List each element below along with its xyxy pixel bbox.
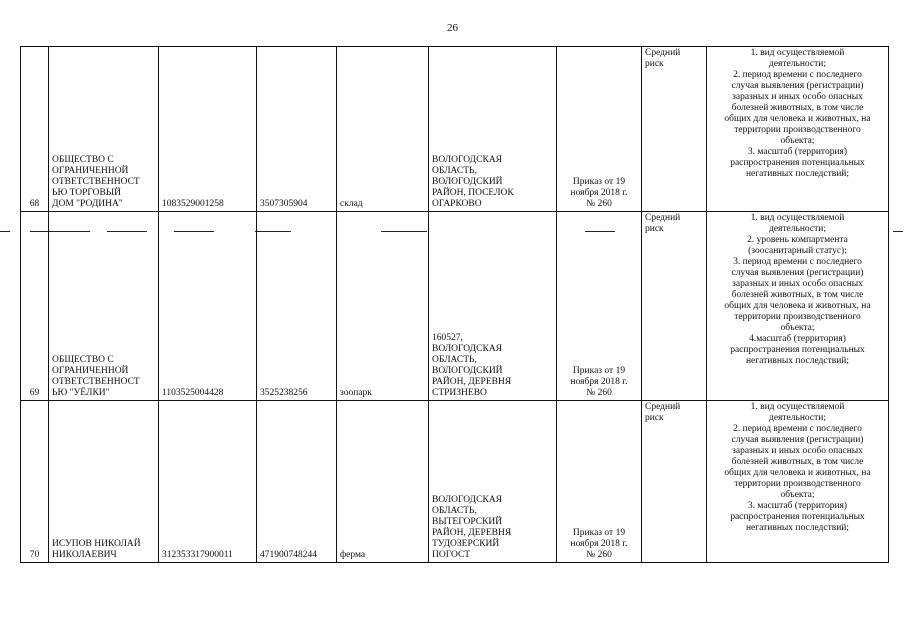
object-type-cell: склад (337, 47, 429, 212)
scan-dash-line (893, 231, 903, 232)
inn-cell: 3507305904 (257, 47, 337, 212)
registry-table (20, 46, 889, 563)
table-row (21, 401, 889, 563)
organization-name: ОБЩЕСТВО С ОГРАНИЧЕННОЙ ОТВЕТСТВЕННОСТ ЬЮ "УЁЛКИ" (49, 212, 159, 401)
row-number: 70 (21, 401, 49, 563)
object-type-cell: ферма (337, 401, 429, 563)
criteria-cell: 1. вид осуществляемой деятельности; 2. уровень компартмента (зоосанитарный статус); 3. период времени с последнего случая выявления (регистрации) заразных и иных особо опасных болезней животных, в том числе общих для человека и животных, на территории производственного объекта; 4.масштаб (территория) распространения потенциальных негативных последствий; (707, 212, 889, 401)
page-number: 26 (447, 22, 458, 34)
row-number: 68 (21, 47, 49, 212)
risk-category-cell: Средний риск (642, 47, 707, 212)
order-cell: Приказ от 19 ноября 2018 г. № 260 (557, 47, 642, 212)
criteria-cell: 1. вид осуществляемой деятельности; 2. период времени с последнего случая выявления (регистрации) заразных и иных особо опасных болезней животных, в том числе общих для человека и животных, на территории производственного объекта; 3. масштаб (территория) распространения потенциальных негативных последствий; (707, 47, 889, 212)
inn-cell: 471900748244 (257, 401, 337, 563)
address-cell: 160527, ВОЛОГОДСКАЯ ОБЛАСТЬ, ВОЛОГОДСКИЙ РАЙОН, ДЕРЕВНЯ СТРИЗНЕВО (429, 212, 557, 401)
inn-cell: 3525238256 (257, 212, 337, 401)
organization-name: ОБЩЕСТВО С ОГРАНИЧЕННОЙ ОТВЕТСТВЕННОСТ ЬЮ ТОРГОВЫЙ ДОМ "РОДИНА" (49, 47, 159, 212)
row-number: 69 (21, 212, 49, 401)
table-row (21, 212, 889, 401)
ogrn-cell: 1103525004428 (159, 212, 257, 401)
organization-name: ИСУПОВ НИКОЛАЙ НИКОЛАЕВИЧ (49, 401, 159, 563)
risk-category-cell: Средний риск (642, 401, 707, 563)
object-type-cell: зоопарк (337, 212, 429, 401)
criteria-cell: 1. вид осуществляемой деятельности; 2. период времени с последнего случая выявления (регистрации) заразных и иных особо опасных болезней животных, в том числе общих для человека и животных, на территории производственного объекта; 3. масштаб (территория) распространения потенциальных негативных последствий; (707, 401, 889, 563)
risk-category-cell: Средний риск (642, 212, 707, 401)
address-cell: ВОЛОГОДСКАЯ ОБЛАСТЬ, ВЫТЕГОРСКИЙ РАЙОН, ДЕРЕВНЯ ТУДОЗЕРСКИЙ ПОГОСТ (429, 401, 557, 563)
order-cell: Приказ от 19 ноября 2018 г. № 260 (557, 212, 642, 401)
table-row (21, 47, 889, 212)
ogrn-cell: 1083529001258 (159, 47, 257, 212)
address-cell: ВОЛОГОДСКАЯ ОБЛАСТЬ, ВОЛОГОДСКИЙ РАЙОН, ПОСЕЛОК ОГАРКОВО (429, 47, 557, 212)
order-cell: Приказ от 19 ноября 2018 г. № 260 (557, 401, 642, 563)
scan-dash-line (0, 231, 10, 232)
ogrn-cell: 312353317900011 (159, 401, 257, 563)
